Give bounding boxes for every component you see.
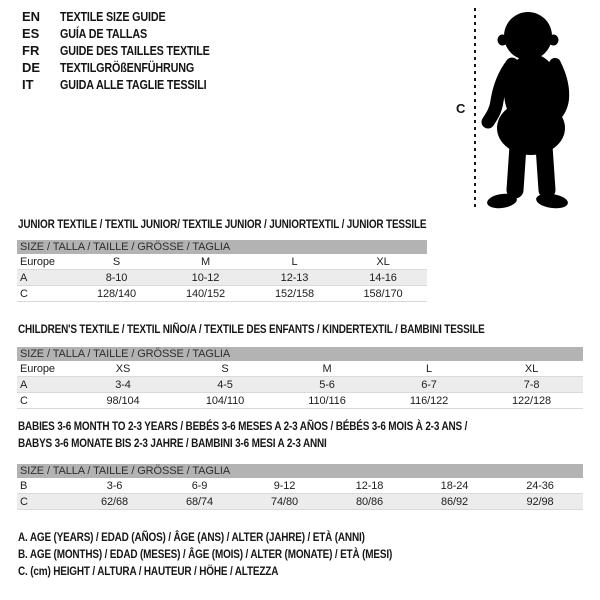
row-label: B <box>20 479 28 492</box>
height-dotted-line <box>474 8 476 210</box>
size-cell: 3-6 <box>106 479 123 492</box>
row-label: Europe <box>20 362 55 375</box>
size-cell: 122/128 <box>512 394 552 407</box>
table-row-europe <box>17 254 427 270</box>
table-header-bar <box>17 240 427 254</box>
size-cell: 3-4 <box>115 378 131 391</box>
size-cell: M <box>322 362 332 375</box>
size-cell: 4-5 <box>217 378 233 391</box>
children-size-table <box>17 347 583 409</box>
size-cell: 14-16 <box>369 271 397 284</box>
size-cell: 128/140 <box>96 287 137 300</box>
junior-size-table <box>17 240 427 302</box>
row-label: C <box>20 495 28 508</box>
language-code: DE <box>22 60 41 75</box>
language-title: TEXTILGRÖßENFÜHRUNG <box>60 60 195 75</box>
size-cell: 12-13 <box>280 271 309 284</box>
language-row <box>22 76 240 93</box>
baby-silhouette-icon <box>480 4 600 214</box>
size-cell: 18-24 <box>440 479 469 492</box>
table-row-europe <box>17 361 583 377</box>
size-cell: 62/68 <box>100 495 129 508</box>
footnote-b <box>18 547 469 564</box>
size-cell: 110/116 <box>308 394 346 407</box>
row-label: Europe <box>20 255 55 268</box>
junior-table-title-text: JUNIOR TEXTILE / TEXTIL JUNIOR/ TEXTILE JUNIOR / JUNIORTEXTIL / JUNIOR TESSILE <box>18 217 427 231</box>
size-cell: 116/122 <box>409 394 449 407</box>
footnote-c-text: C. (cm) HEIGHT / ALTURA / HAUTEUR / HÖHE / ALTEZZA <box>18 564 279 578</box>
table-row-months <box>17 478 583 494</box>
size-cell: 7-8 <box>523 378 540 391</box>
children-table-title-text: CHILDREN'S TEXTILE / TEXTIL NIÑO/A / TEXTILE DES ENFANTS / KINDERTEXTIL / BAMBINI TESSILE <box>18 322 485 336</box>
babies-table-title <box>18 418 559 452</box>
size-cell: 8-10 <box>105 271 128 284</box>
table-header-bar <box>17 464 583 478</box>
table-row-height <box>17 494 583 510</box>
size-cell: 74/80 <box>270 495 299 508</box>
size-cell: M <box>200 255 211 268</box>
row-label: A <box>20 378 28 391</box>
footnotes <box>18 530 469 581</box>
size-cell: 6-9 <box>191 479 208 492</box>
size-cell: 68/74 <box>185 495 214 508</box>
row-label: C <box>20 287 28 300</box>
children-table-title <box>18 321 580 338</box>
language-code: FR <box>22 43 40 58</box>
size-cell: 152/158 <box>274 287 315 300</box>
size-cell: 80/86 <box>355 495 384 508</box>
size-header-label: SIZE / TALLA / TAILLE / GRÖSSE / TAGLIA <box>17 240 427 254</box>
language-code: EN <box>22 9 41 24</box>
row-label: A <box>20 271 28 284</box>
language-code: ES <box>22 26 40 41</box>
size-cell: S <box>221 362 229 375</box>
footnote-c <box>18 564 469 581</box>
size-cell: 10-12 <box>191 271 220 284</box>
footnote-a <box>18 530 469 547</box>
size-cell: L <box>425 362 433 375</box>
size-cell: 140/152 <box>185 287 226 300</box>
language-list <box>22 8 240 93</box>
size-cell: 86/92 <box>440 495 469 508</box>
language-title: GUIDA ALLE TAGLIE TESSILI <box>60 77 207 92</box>
size-cell: XL <box>376 255 390 268</box>
language-title: TEXTILE SIZE GUIDE <box>60 9 166 24</box>
size-cell: S <box>112 255 121 268</box>
size-cell: 6-7 <box>421 378 437 391</box>
table-row-age <box>17 377 583 393</box>
size-cell: 9-12 <box>273 479 296 492</box>
language-row <box>22 8 240 25</box>
size-cell: 5-6 <box>319 378 335 391</box>
babies-size-table <box>17 464 583 510</box>
babies-table-title-line1: BABIES 3-6 MONTH TO 2-3 YEARS / BEBÉS 3-6 MESES A 2-3 AÑOS / BÉBÉS 3-6 MOIS À 2-3 ANS / <box>18 419 468 433</box>
table-header-bar <box>17 347 583 361</box>
size-cell: XS <box>115 362 131 375</box>
size-cell: XL <box>524 362 539 375</box>
footnote-a-text: A. AGE (YEARS) / EDAD (AÑOS) / ÂGE (ANS) / ALTER (JAHRE) / ETÀ (ANNI) <box>18 530 365 544</box>
size-header-label: SIZE / TALLA / TAILLE / GRÖSSE / TAGLIA <box>17 464 583 478</box>
size-cell: 92/98 <box>526 495 554 508</box>
footnote-b-text: B. AGE (MONTHS) / EDAD (MESES) / ÂGE (MOIS) / ALTER (MONATE) / ETÀ (MESI) <box>18 547 393 561</box>
language-row <box>22 42 240 59</box>
size-cell: 12-18 <box>355 479 384 492</box>
table-row-height <box>17 393 583 409</box>
size-cell: L <box>291 255 298 268</box>
size-cell: 104/110 <box>205 394 245 407</box>
language-title: GUÍA DE TALLAS <box>60 26 147 41</box>
size-cell: 158/170 <box>363 287 403 300</box>
table-row-age <box>17 270 427 286</box>
babies-table-title-line2: BABYS 3-6 MONATE BIS 2-3 JAHRE / BAMBINI 3-6 MESI A 2-3 ANNI <box>18 436 327 450</box>
junior-table-title <box>18 216 510 233</box>
size-cell: 98/104 <box>106 394 140 407</box>
language-code: IT <box>22 77 34 92</box>
language-row <box>22 25 240 42</box>
size-header-label: SIZE / TALLA / TAILLE / GRÖSSE / TAGLIA <box>17 347 583 361</box>
language-title: GUIDE DES TAILLES TEXTILE <box>60 43 210 58</box>
size-cell: 24-36 <box>526 479 554 492</box>
table-row-height <box>17 286 427 302</box>
language-row <box>22 59 240 76</box>
height-measure-label: C <box>456 101 466 116</box>
row-label: C <box>20 394 28 407</box>
